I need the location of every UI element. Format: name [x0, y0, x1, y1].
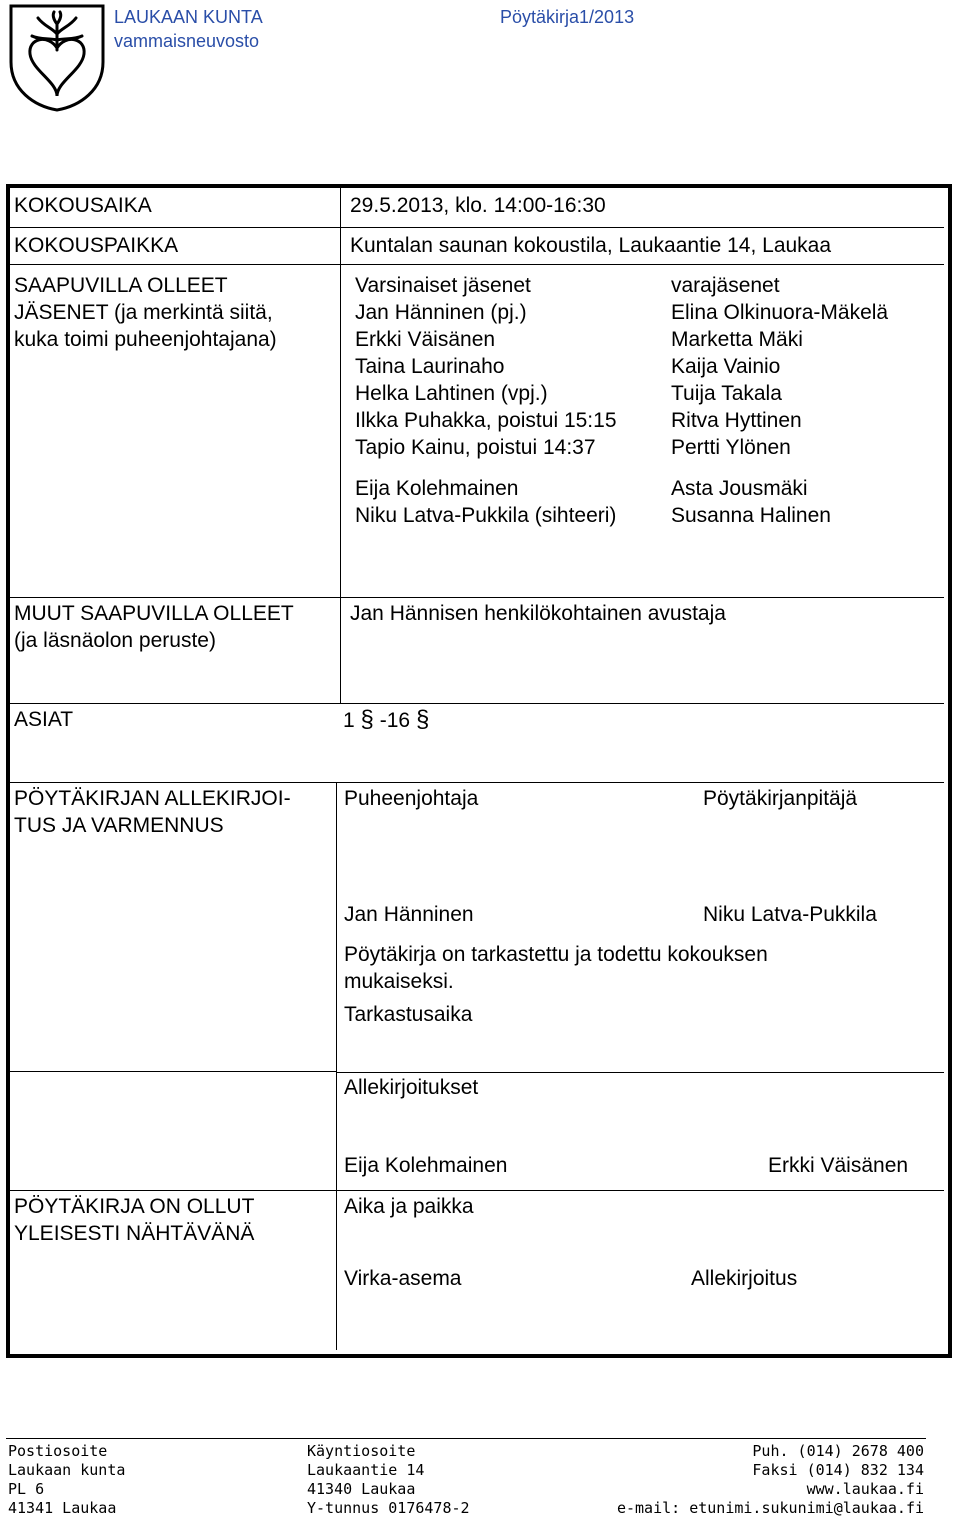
others-label-line: (ja läsnäolon peruste) — [14, 629, 216, 652]
list-item: Ilkka Puhakka, poistui 15:15 — [355, 409, 617, 432]
regular-members-list — [355, 272, 617, 529]
row-divider — [10, 703, 944, 704]
coat-of-arms-icon — [8, 4, 106, 112]
column-divider — [340, 597, 341, 704]
meeting-time-value: 29.5.2013, klo. 14:00-16:30 — [350, 194, 606, 217]
list-item: Asta Jousmäki — [671, 477, 808, 500]
matters-end: -16 — [379, 709, 411, 732]
chair-title: Puheenjohtaja — [344, 787, 479, 810]
others-label-line: MUUT SAAPUVILLA OLLEET — [14, 602, 294, 625]
footer-email-link[interactable]: e-mail: etunimi.sukunimi@laukaa.fi — [616, 1499, 924, 1517]
footer-line: Y-tunnus 0176478-2 — [307, 1499, 470, 1517]
members-label — [14, 272, 277, 353]
row-divider — [10, 1190, 944, 1191]
footer-line: PL 6 — [8, 1480, 45, 1498]
public-display-label-line: PÖYTÄKIRJA ON OLLUT — [14, 1195, 255, 1218]
row-divider — [10, 264, 944, 265]
checked-statement — [344, 941, 768, 995]
regular-members-header: Varsinaiset jäsenet — [355, 274, 531, 297]
list-item: Jan Hänninen (pj.) — [355, 301, 527, 324]
signatures-caption: Allekirjoitukset — [344, 1076, 479, 1099]
checked-statement-line: Pöytäkirja on tarkastettu ja todettu kokouksen — [344, 943, 768, 966]
section-sign-icon: § — [415, 706, 430, 733]
column-divider — [336, 782, 337, 1190]
deputy-members-list — [671, 272, 888, 529]
row-divider — [10, 1071, 336, 1072]
public-display-label-line: YLEISESTI NÄHTÄVÄNÄ — [14, 1222, 255, 1245]
footer-contact — [617, 1442, 924, 1518]
members-label-line: SAAPUVILLA OLLEET — [14, 274, 228, 297]
row-divider — [10, 782, 944, 783]
members-label-line: kuka toimi puheenjohtajana) — [14, 328, 277, 351]
footer-line: Postiosoite — [8, 1442, 108, 1460]
list-item: Niku Latva-Pukkila (sihteeri) — [355, 504, 617, 527]
matters-label: ASIAT — [14, 708, 74, 731]
list-item: Kaija Vainio — [671, 355, 781, 378]
footer-postal-address — [8, 1442, 125, 1518]
secretary-title: Pöytäkirjanpitäjä — [703, 787, 858, 810]
section-sign-icon: § — [360, 706, 374, 733]
check-time-label: Tarkastusaika — [344, 1003, 473, 1026]
footer-fax: Faksi (014) 832 134 — [752, 1461, 924, 1479]
chair-name: Jan Hänninen — [344, 903, 474, 926]
footer-line: Käyntiosoite — [307, 1442, 416, 1460]
position-label: Virka-asema — [344, 1267, 462, 1290]
row-divider — [10, 597, 944, 598]
header-org: LAUKAAN KUNTA — [114, 7, 263, 27]
list-item: Taina Laurinaho — [355, 355, 505, 378]
checker-1-name: Eija Kolehmainen — [344, 1154, 508, 1177]
footer-website-link[interactable]: www.laukaa.fi — [806, 1480, 924, 1498]
footer-phone: Puh. (014) 2678 400 — [752, 1442, 924, 1460]
list-item: Erkki Väisänen — [355, 328, 496, 351]
row-divider — [336, 1072, 944, 1073]
members-label-line: JÄSENET (ja merkintä siitä, — [14, 301, 273, 324]
footer-line: Laukaantie 14 — [307, 1461, 425, 1479]
footer-divider — [6, 1438, 926, 1439]
list-item: Ritva Hyttinen — [671, 409, 802, 432]
list-item: Tuija Takala — [671, 382, 782, 405]
footer-line: 41341 Laukaa — [8, 1499, 117, 1517]
footer-visiting-address — [307, 1442, 470, 1518]
list-item: Susanna Halinen — [671, 504, 831, 527]
footer-line: 41340 Laukaa — [307, 1480, 416, 1498]
meeting-place-label: KOKOUSPAIKKA — [14, 234, 179, 257]
checked-statement-line: mukaiseksi. — [344, 970, 454, 993]
row-divider — [10, 227, 944, 228]
header-body: vammaisneuvosto — [114, 31, 260, 51]
time-place-label: Aika ja paikka — [344, 1195, 474, 1218]
list-item: Marketta Mäki — [671, 328, 803, 351]
others-value: Jan Hännisen henkilökohtainen avustaja — [350, 602, 726, 625]
signature-label: Allekirjoitus — [691, 1267, 798, 1290]
deputy-members-header: varajäsenet — [671, 274, 780, 297]
list-item: Helka Lahtinen (vpj.) — [355, 382, 548, 405]
municipality-coat-of-arms — [8, 4, 106, 112]
list-item: Elina Olkinuora-Mäkelä — [671, 301, 889, 324]
column-divider — [340, 188, 341, 598]
signatures-label-line: PÖYTÄKIRJAN ALLEKIRJOI- — [14, 787, 291, 810]
others-label — [14, 600, 294, 654]
checker-2-name: Erkki Väisänen — [768, 1154, 909, 1177]
matters-range — [343, 706, 429, 734]
secretary-name: Niku Latva-Pukkila — [703, 903, 877, 926]
list-item: Pertti Ylönen — [671, 436, 791, 459]
matters-start: 1 — [343, 709, 355, 732]
meeting-time-label: KOKOUSAIKA — [14, 194, 152, 217]
list-item: Tapio Kainu, poistui 14:37 — [355, 436, 596, 459]
signatures-label-line: TUS JA VARMENNUS — [14, 814, 224, 837]
list-item: Eija Kolehmainen — [355, 477, 519, 500]
signatures-label — [14, 785, 291, 839]
meeting-place-value: Kuntalan saunan kokoustila, Laukaantie 14, Laukaa — [350, 234, 832, 257]
column-divider — [336, 1190, 337, 1350]
public-display-label — [14, 1193, 254, 1247]
header-document-number: Pöytäkirja1/2013 — [500, 7, 635, 27]
footer-line: Laukaan kunta — [8, 1461, 126, 1479]
